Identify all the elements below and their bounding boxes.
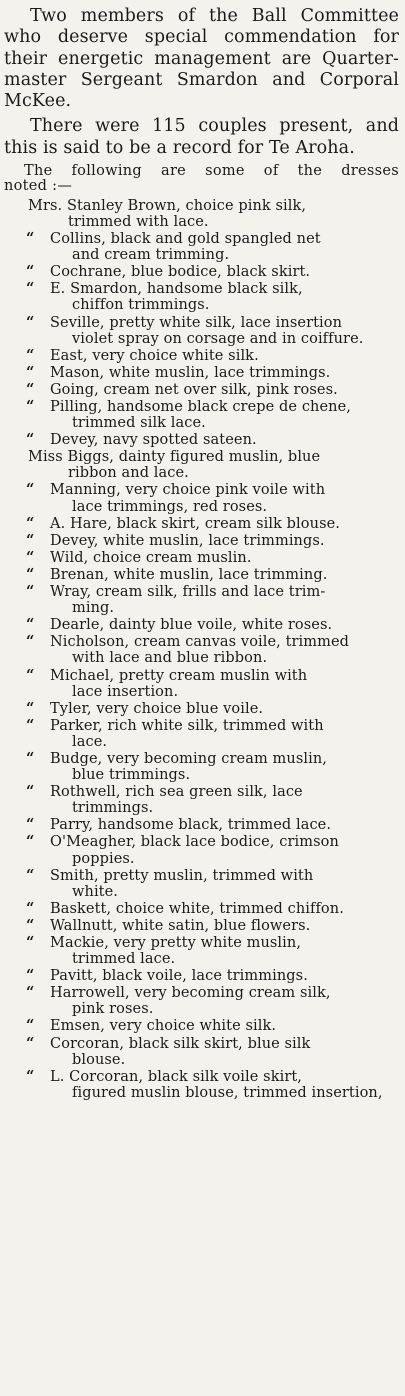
list-item [4, 584, 399, 616]
ditto-mark: “ [26, 866, 35, 884]
ditto-mark: “ [26, 616, 35, 634]
entry-text: Emsen, very choice white silk. [50, 1018, 277, 1035]
list-item [4, 918, 399, 934]
dresses-intro-line1: The following are some of the dresses [24, 163, 399, 180]
entry-continuation: trimmed silk lace. [72, 415, 206, 432]
entry-text: Budge, very becoming cream muslin, [50, 750, 327, 767]
ditto-mark: “ [26, 899, 35, 917]
list-item [4, 198, 399, 230]
entry-text: Devey, white muslin, lace trimmings. [50, 532, 325, 549]
entry-text: E. Smardon, handsome black silk, [50, 281, 303, 298]
entry-text: Michael, pretty cream muslin with [50, 667, 308, 684]
ditto-mark: “ [26, 380, 35, 398]
entry-continuation: trimmings. [72, 800, 154, 817]
entry-text: Harrowell, very becoming cream silk, [50, 985, 331, 1002]
title-prefix: Miss [28, 449, 63, 466]
ditto-mark: “ [26, 481, 35, 499]
title-prefix: Mrs. [28, 197, 63, 214]
list-item [4, 718, 399, 750]
entry-continuation: ribbon and lace. [68, 465, 189, 482]
list-item [4, 449, 399, 481]
ditto-mark: “ [26, 280, 35, 298]
entry-text: Nicholson, cream canvas voile, trimmed [50, 634, 350, 651]
entry-continuation: pink roses. [72, 1001, 154, 1018]
list-item [4, 432, 399, 448]
ditto-mark: “ [26, 984, 35, 1002]
ditto-mark: “ [26, 934, 35, 952]
entry-text: Parker, rich white silk, trimmed with [50, 717, 324, 734]
ditto-mark: “ [26, 816, 35, 834]
entry-continuation: blouse. [72, 1051, 126, 1068]
entry-continuation: with lace and blue ribbon. [72, 650, 268, 667]
list-item [4, 751, 399, 783]
entry-text: Corcoran, black silk skirt, blue silk [50, 1035, 311, 1052]
list-item [4, 834, 399, 866]
list-item [4, 567, 399, 583]
list-item [4, 868, 399, 900]
list-item [4, 968, 399, 984]
ditto-mark: “ [26, 583, 35, 601]
ditto-mark: “ [26, 431, 35, 449]
ditto-mark: “ [26, 565, 35, 583]
list-item [4, 365, 399, 381]
entry-continuation: white. [72, 883, 119, 900]
entry-continuation: violet spray on corsage and in coiffure. [72, 330, 364, 347]
entry-text: Going, cream net over silk, pink roses. [50, 381, 338, 398]
list-item [4, 231, 399, 263]
list-item [4, 516, 399, 532]
ditto-mark: “ [26, 514, 35, 532]
ditto-mark: “ [26, 263, 35, 281]
list-item [4, 668, 399, 700]
entry-text: Pilling, handsome black crepe de chene, [50, 399, 351, 416]
entry-text: Devey, navy spotted sateen. [50, 432, 257, 449]
ditto-mark: “ [26, 916, 35, 934]
entry-text: Collins, black and gold spangled net [50, 231, 321, 248]
entry-text: Rothwell, rich sea green silk, lace [50, 784, 303, 801]
list-item [4, 701, 399, 717]
entry-continuation: lace. [72, 733, 108, 750]
entry-continuation: chiffon trimmings. [72, 297, 210, 314]
entry-continuation: ming. [72, 600, 115, 617]
entry-text: Wild, choice cream muslin. [50, 549, 252, 566]
entry-text: Pavitt, black voile, lace trimmings. [50, 968, 308, 985]
entry-text: Wray, cream silk, frills and lace trim- [50, 584, 326, 601]
entry-text: Wallnutt, white satin, blue flowers. [50, 917, 311, 934]
ditto-mark: “ [26, 833, 35, 851]
ditto-mark: “ [26, 783, 35, 801]
entry-text: Seville, pretty white silk, lace insertion [50, 314, 343, 331]
ditto-mark: “ [26, 363, 35, 381]
dresses-intro-line2: noted :— [4, 178, 73, 195]
entry-continuation: trimmed with lace. [68, 213, 209, 230]
entry-text: Cochrane, blue bodice, black skirt. [50, 264, 311, 281]
entry-text: Baskett, choice white, trimmed chiffon. [50, 900, 344, 917]
dresses-intro [4, 164, 399, 195]
list-item [4, 1036, 399, 1068]
list-item [4, 1069, 399, 1101]
entry-continuation: and cream trimming. [72, 247, 230, 264]
ditto-mark: “ [26, 398, 35, 416]
list-item [4, 399, 399, 431]
entry-continuation: figured muslin blouse, trimmed insertion, [72, 1084, 383, 1101]
list-item [4, 533, 399, 549]
dress-list [4, 198, 399, 1101]
list-item [4, 550, 399, 566]
ditto-mark: “ [26, 699, 35, 717]
ditto-mark: “ [26, 716, 35, 734]
entry-text: Mackie, very pretty white muslin, [50, 935, 302, 952]
list-item [4, 382, 399, 398]
paragraph-couples-record: There were 115 couples present, and this is said to be a record for Te Aroha. [4, 116, 399, 158]
ditto-mark: “ [26, 967, 35, 985]
list-item [4, 264, 399, 280]
list-item [4, 482, 399, 514]
list-item [4, 985, 399, 1017]
entry-continuation: blue trimmings. [72, 767, 191, 784]
entry-text: Mason, white muslin, lace trimmings. [50, 364, 331, 381]
ditto-mark: “ [26, 548, 35, 566]
list-item [4, 1018, 399, 1034]
entry-text: Biggs, dainty figured muslin, blue [67, 449, 321, 466]
entry-text: Smith, pretty muslin, trimmed with [50, 867, 314, 884]
list-item [4, 281, 399, 313]
ditto-mark: “ [26, 346, 35, 364]
ditto-mark: “ [26, 1017, 35, 1035]
list-item [4, 935, 399, 967]
list-item [4, 634, 399, 666]
ditto-mark: “ [26, 749, 35, 767]
entry-continuation: trimmed lace. [72, 951, 176, 968]
ditto-mark: “ [26, 666, 35, 684]
entry-continuation: lace insertion. [72, 683, 179, 700]
list-item [4, 315, 399, 347]
entry-text: Dearle, dainty blue voile, white roses. [50, 617, 333, 634]
ditto-mark: “ [26, 531, 35, 549]
list-item [4, 901, 399, 917]
paragraph-ball-committee: Two members of the Ball Committee who deserve special commendation for their energetic management are Quarter-master Sergeant Smardon and Corporal McKee. [4, 6, 399, 112]
entry-text: O'Meagher, black lace bodice, crimson [50, 834, 339, 851]
ditto-mark: “ [26, 230, 35, 248]
list-item [4, 817, 399, 833]
ditto-mark: “ [26, 633, 35, 651]
ditto-mark: “ [26, 1034, 35, 1052]
entry-text: A. Hare, black skirt, cream silk blouse. [50, 515, 340, 532]
list-item [4, 617, 399, 633]
entry-text: East, very choice white silk. [50, 347, 259, 364]
entry-text: Tyler, very choice blue voile. [50, 700, 264, 717]
entry-text: L. Corcoran, black silk voile skirt, [50, 1068, 302, 1085]
entry-text: Manning, very choice pink voile with [50, 482, 326, 499]
list-item [4, 784, 399, 816]
entry-continuation: lace trimmings, red roses. [72, 498, 268, 515]
entry-text: Parry, handsome black, trimmed lace. [50, 817, 332, 834]
ditto-mark: “ [26, 313, 35, 331]
ditto-mark: “ [26, 1067, 35, 1085]
list-item [4, 348, 399, 364]
entry-text: Stanley Brown, choice pink silk, [66, 197, 307, 214]
entry-text: Brenan, white muslin, lace trimming. [50, 566, 328, 583]
entry-continuation: poppies. [72, 850, 135, 867]
